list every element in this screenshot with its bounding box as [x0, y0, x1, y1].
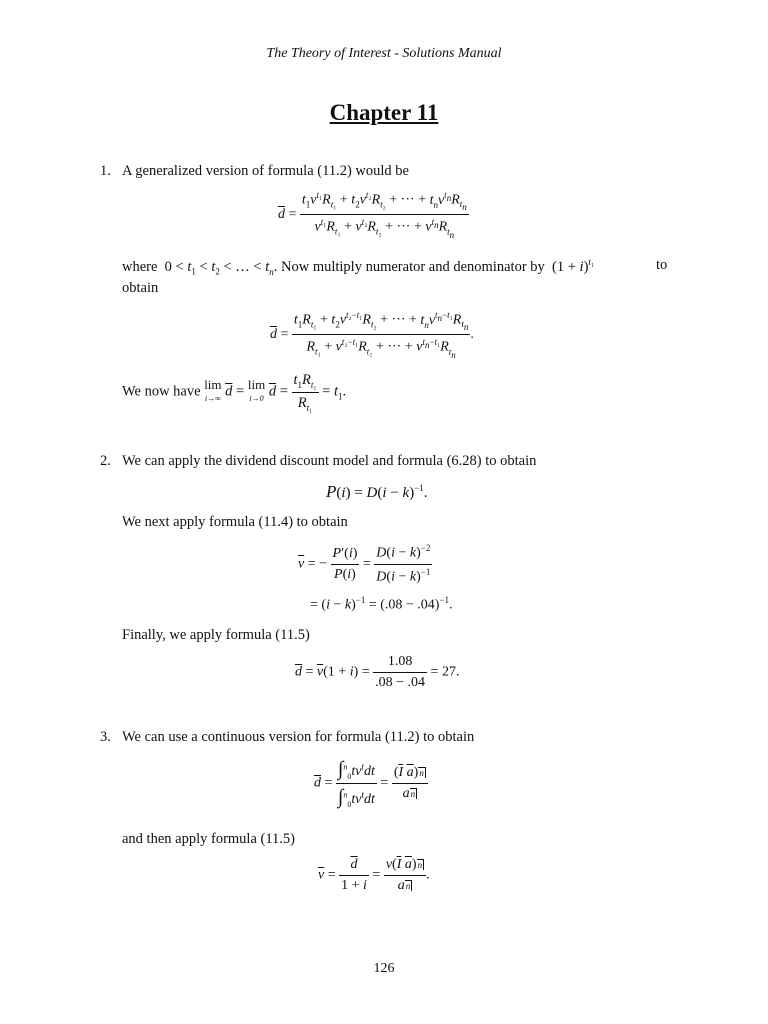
result-numerator: 1.08: [373, 654, 427, 673]
equation-duration-result: $\overline{d} = \overline{v}(1 + i)$ = $\frac{1.08}{.08 - .04}$ = 27.: [295, 654, 460, 690]
problem-2-finally: Finally, we apply formula (11.5): [122, 627, 310, 643]
problem-2-lead: We can apply the dividend discount model and formula (6.28) to obtain: [122, 453, 537, 469]
limit-line: We now have lim i→∞ $\overline{d} = \lim$ i→0 $\overline{d}$ = $\frac{t_1R_{t_1}}{R_{t_1}}$ = $t_1$.: [122, 372, 347, 413]
to-text: to: [656, 257, 668, 273]
multiply-text: . Now multiply numerator and denominator by: [273, 258, 545, 275]
running-header: The Theory of Interest - Solutions Manual: [266, 46, 502, 61]
equation-continuous-volatility: $\overline{v}$ = $\frac{\overline{d}}{1 + i}$ = $\frac{v(\overline{I} \overline{a})n}{an}$ .: [318, 857, 430, 893]
problem-3-lead: We can use a continuous version for formula (11.2) to obtain: [122, 729, 475, 745]
equation-price-ddm: $P(i) = D(i - k)^{-1}$.: [326, 482, 428, 501]
problem-1-lead: A generalized version of formula (11.2) would be: [122, 163, 409, 179]
page-number: 126: [373, 961, 395, 976]
equation-duration-multiplied: $\overline{d}$ = $\frac{t_1R_{t_1} + t_2v^{t_2-t_1}R_{t_2} + \cdot\cdot\cdot + t_nv^{t_n-t_1}R_{t_n}}{R_{t_1} + v^{t_2-t_1}R_{t_2} + \cdot\cdot\cdot + v^{t_n-t_1}R_{t_n}}$ .: [270, 310, 474, 360]
chapter-title: Chapter 11: [329, 100, 439, 125]
equation-volatility: $\overline{v}$ = − $\frac{P'(i)}{P(i)}$ = $\frac{D(i - k)^{-2}}{D(i - k)^{-1}}$: [298, 543, 431, 585]
result-denominator: .08 − .04: [375, 675, 426, 690]
result-value: = 27.: [430, 664, 460, 680]
problem-1-number: 1.: [100, 163, 111, 179]
problem-3-then: and then apply formula (11.5): [122, 831, 296, 847]
problem-1-where-line: where $0 < t_1 < t_2$ < … < $t_n$. Now multiply numerator and denominator by $(1 + i)^{t_1}$ to: [122, 257, 668, 277]
equation-volatility-value: = $(i - k)^{-1} = (.08 - .04)^{-1}$.: [310, 595, 453, 613]
problem-3-number: 3.: [100, 729, 111, 745]
equation-continuous-duration: $\overline{d}$ = $\frac{\int^n_0tv^tdt}{\int^n_0tv^tdt}$ = $\frac{(\overline{I} \overline{a})n}{an}$: [314, 758, 428, 809]
problem-2-number: 2.: [100, 453, 111, 469]
we-now-have-text: We now have: [122, 383, 201, 400]
obtain-text: obtain: [122, 280, 159, 296]
where-label: where: [122, 258, 158, 275]
problem-2-next: We next apply formula (11.4) to obtain: [122, 514, 348, 530]
equation-duration-generalized: $\overline{d}$ = $\frac{t_1v^{t_1}R_{t_1} + t_2v^{t_2}R_{t_2} + \cdot\cdot\cdot + t_nv^{t_n}R_{t_n}}{v^{t_1}R_{t_1} + v^{t_2}R_{t_2} + \cdot\cdot\cdot + v^{t_n}R_{t_n}}$: [278, 190, 467, 240]
